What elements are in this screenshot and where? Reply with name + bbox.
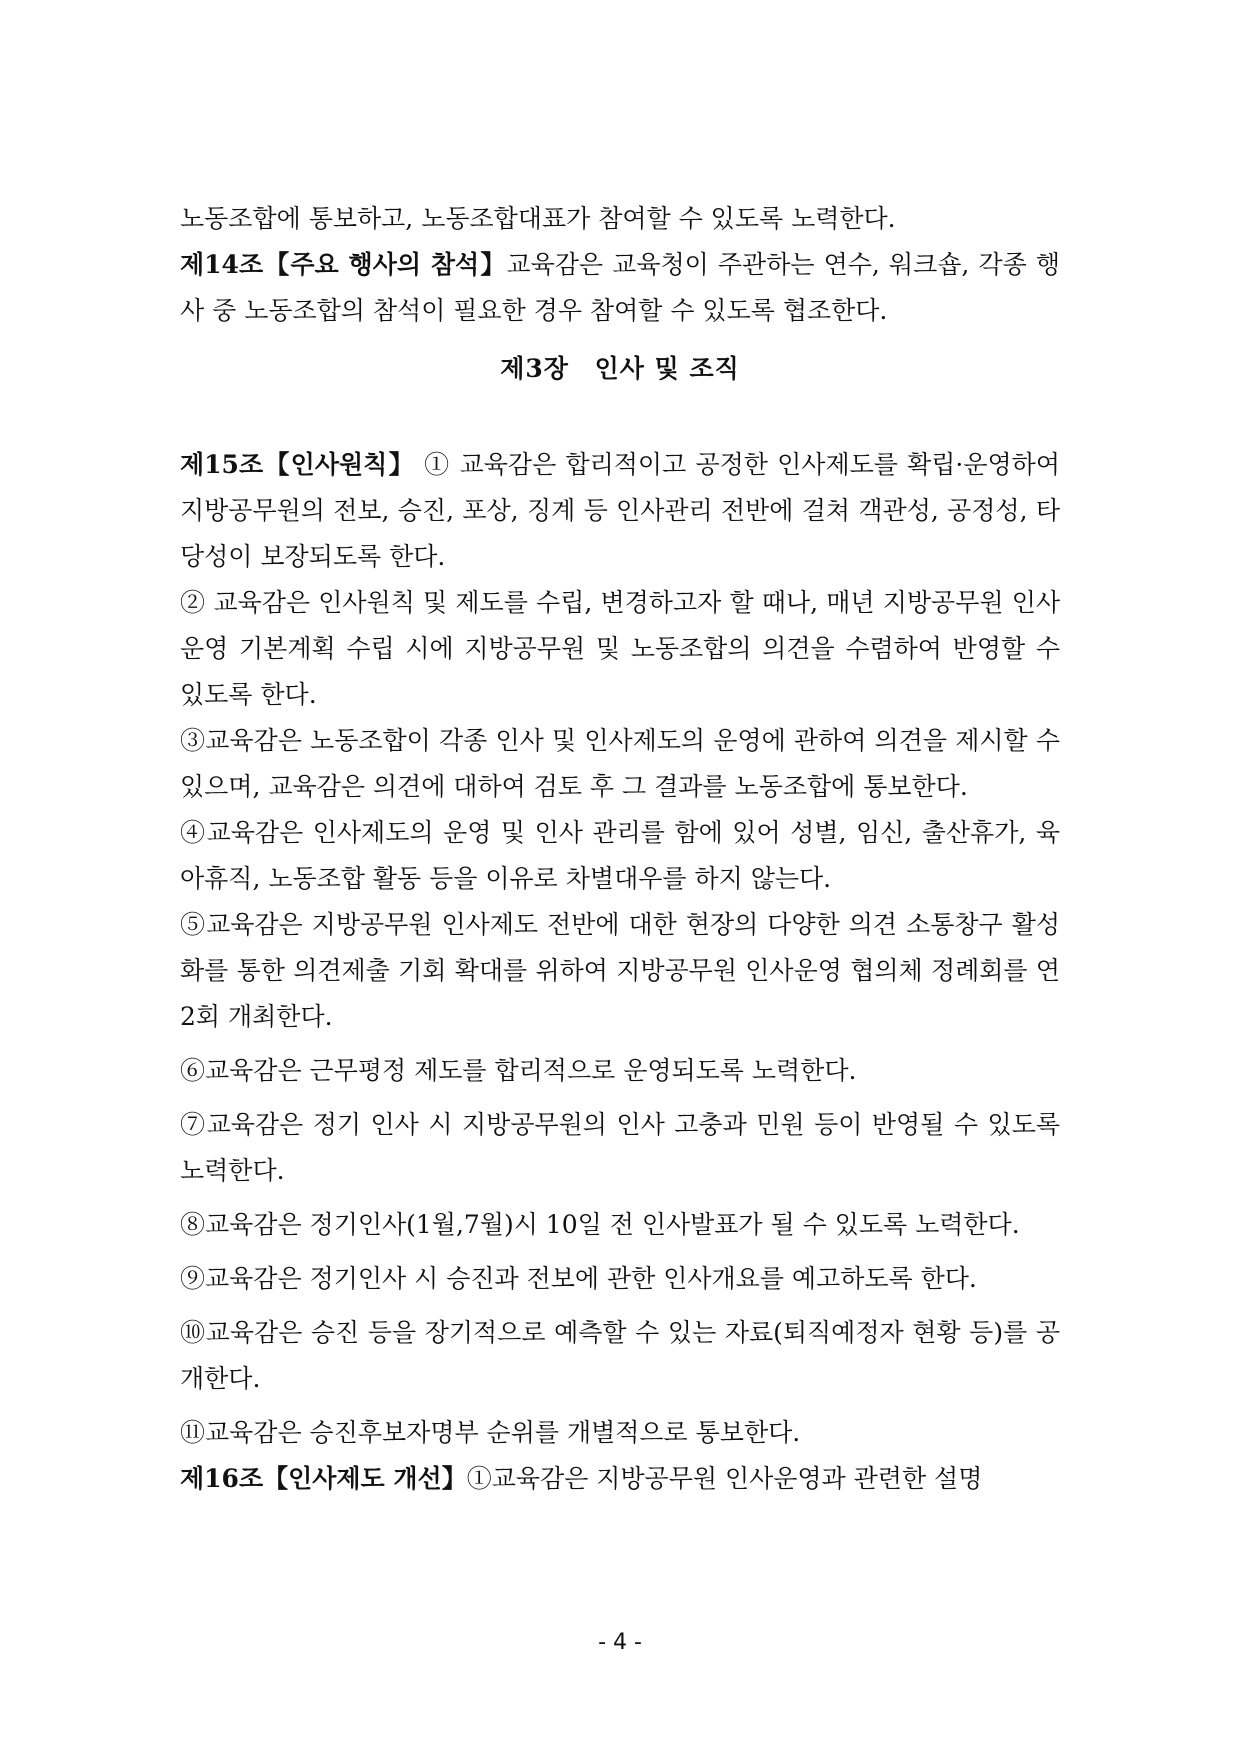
article-15-paragraph-5: ⑤교육감은 지방공무원 인사제도 전반에 대한 현장의 다양한 의견 소통창구 활성화를 통한 의견제출 기회 확대를 위하여 지방공무원 인사운영 협의체 정례회를 연 2회 개최한다. xyxy=(180,910,1060,1031)
article-15-paragraph-7: ⑦교육감은 정기 인사 시 지방공무원의 인사 고충과 민원 등이 반영될 수 있도록 노력한다. xyxy=(180,1110,1060,1185)
article-14-body: 교육감은 교육청이 주관하는 연수, 워크숍, 각종 행사 중 노동조합의 참석이 필요한 경우 참여할 수 있도록 협조한다. xyxy=(180,250,1060,325)
article-15-paragraph-6: ⑥교육감은 근무평정 제도를 합리적으로 운영되도록 노력한다. xyxy=(180,1056,857,1085)
document-body xyxy=(180,196,1060,1502)
article-15-paragraph-11: ⑪교육감은 승진후보자명부 순위를 개별적으로 통보한다. xyxy=(180,1418,801,1447)
article-14 xyxy=(180,242,1060,334)
article-14-title: 【주요 행사의 참석】 xyxy=(263,250,507,279)
article-15-paragraph-8: ⑧교육감은 정기인사(1월,7월)시 10일 전 인사발표가 될 수 있도록 노력한다. xyxy=(180,1210,1020,1239)
chapter-title: 인사 및 조직 xyxy=(594,354,740,383)
intro-line: 노동조합에 통보하고, 노동조합대표가 참여할 수 있도록 노력한다. xyxy=(180,204,896,233)
chapter-heading xyxy=(180,346,1060,392)
article-15-paragraph-10: ⑩교육감은 승진 등을 장기적으로 예측할 수 있는 자료(퇴직예정자 현황 등)를 공개한다. xyxy=(180,1318,1060,1393)
article-16 xyxy=(180,1456,1060,1502)
article-15-paragraph-3: ③교육감은 노동조합이 각종 인사 및 인사제도의 운영에 관하여 의견을 제시할 수 있으며, 교육감은 의견에 대하여 검토 후 그 결과를 노동조합에 통보한다. xyxy=(180,726,1060,801)
article-16-label: 제16조 xyxy=(180,1464,264,1493)
article-15-paragraph-2: ② 교육감은 인사원칙 및 제도를 수립, 변경하고자 할 때나, 매년 지방공무원 인사운영 기본계획 수립 시에 지방공무원 및 노동조합의 의견을 수렴하여 반영할 수 있도록 한다. xyxy=(180,588,1060,709)
article-15-paragraph-9: ⑨교육감은 정기인사 시 승진과 전보에 관한 인사개요를 예고하도록 한다. xyxy=(180,1264,977,1293)
article-16-body: ①교육감은 지방공무원 인사운영과 관련한 설명 xyxy=(466,1464,983,1493)
article-15-p1-text: ① 교육감은 합리적이고 공정한 인사제도를 확립·운영하여 지방공무원의 전보, 승진, 포상, 징계 등 인사관리 전반에 걸쳐 객관성, 공정성, 타당성이 보장되도록 한다. xyxy=(180,450,1060,571)
article-15-label: 제15조 xyxy=(180,450,264,479)
article-15-title: 【인사원칙】 xyxy=(263,450,415,479)
chapter-number: 제3장 xyxy=(500,354,569,383)
article-15-paragraph-1 xyxy=(180,442,1060,580)
article-14-label: 제14조 xyxy=(180,250,264,279)
article-16-title: 【인사제도 개선】 xyxy=(263,1464,467,1493)
page-number: - 4 - xyxy=(598,1630,642,1655)
article-15-paragraph-4: ④교육감은 인사제도의 운영 및 인사 관리를 함에 있어 성별, 임신, 출산휴가, 육아휴직, 노동조합 활동 등을 이유로 차별대우를 하지 않는다. xyxy=(180,818,1060,893)
